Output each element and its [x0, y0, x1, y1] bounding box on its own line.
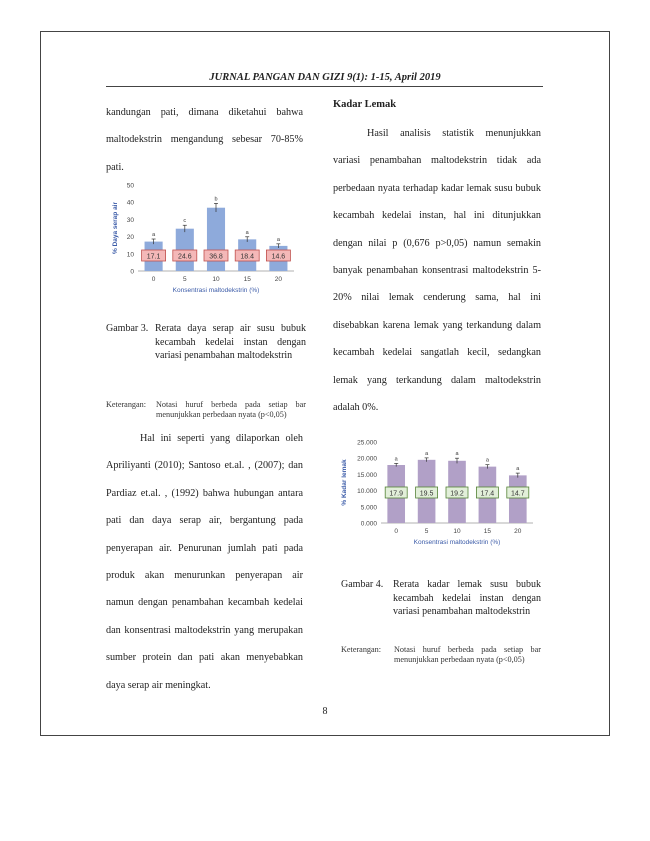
data-label: 14.7 — [510, 490, 525, 498]
figure-4-note-text: Notasi huruf berbeda pada setiap bar menunjukkan perbedaan nyata (p<0,05) — [394, 645, 541, 664]
significance-letter: a — [276, 236, 280, 243]
y-tick-label: 0 — [130, 268, 134, 276]
data-label: 24.6 — [177, 253, 192, 261]
figure-3-caption-label: Gambar 3. — [106, 323, 149, 334]
section-heading-kadar-lemak: Kadar Lemak — [333, 99, 397, 110]
figure-4-caption-text: Rerata kadar lemak susu bubuk kecambah kedelai instan dengan variasi penambahan maltodekstrin — [393, 579, 541, 617]
y-tick-label: 10.000 — [357, 488, 377, 496]
data-label: 18.4 — [240, 253, 255, 261]
y-tick-label: 10 — [126, 251, 134, 259]
y-tick-label: 40 — [126, 199, 134, 207]
data-label: 17.4 — [480, 490, 495, 498]
right-column — [333, 99, 541, 421]
x-tick-label: 10 — [212, 276, 220, 283]
figure-3-caption-text: Rerata daya serap air susu bubuk kecambah kedelai instan dengan variasi penambahan maltodekstrin — [155, 323, 306, 361]
bar — [207, 208, 225, 271]
page-number: 8 — [322, 706, 328, 717]
figure-3-note-label: Keterangan: — [106, 400, 147, 409]
y-tick-label: 30 — [126, 216, 134, 224]
y-tick-label: 20.000 — [357, 455, 377, 463]
significance-letter: a — [455, 451, 459, 458]
x-tick-label: 15 — [483, 528, 492, 535]
x-tick-label: 5 — [424, 528, 429, 535]
y-tick-label: 25.000 — [357, 439, 377, 447]
y-axis-label: % Daya serap air — [112, 201, 119, 255]
significance-letter: c — [183, 218, 187, 225]
journal-header: JURNAL PANGAN DAN GIZI 9(1): 1-15, April 2019 — [209, 72, 441, 83]
y-tick-label: 5.000 — [360, 504, 377, 512]
figure-4-caption-label: Gambar 4. — [341, 579, 384, 590]
x-tick-label: 20 — [274, 276, 283, 283]
figure-3-note-text: Notasi huruf berbeda pada setiap bar menunjukkan perbedaan nyata (p<0,05) — [156, 400, 306, 419]
y-axis-label: % Kadar lemak — [341, 459, 348, 506]
left-column — [106, 99, 303, 181]
left-paragraph-1: kandungan pati, dimana diketahui bahwa maltodekstrin mengandung sebesar 70-85% pati. — [106, 107, 303, 173]
x-tick-label: 10 — [453, 528, 461, 535]
significance-letter: a — [245, 229, 249, 236]
data-label: 17.9 — [389, 490, 404, 498]
x-axis-label: Konsentrasi maltodekstrin (%) — [172, 287, 260, 294]
bar — [509, 475, 527, 523]
header-rule — [106, 86, 543, 87]
x-tick-label: 0 — [394, 528, 399, 535]
x-tick-label: 15 — [243, 276, 251, 283]
data-label: 36.8 — [209, 253, 223, 261]
significance-letter: a — [394, 456, 398, 463]
y-tick-label: 50 — [126, 182, 134, 190]
data-label: 14.6 — [271, 253, 286, 261]
x-tick-label: 0 — [151, 276, 156, 283]
significance-letter: a — [425, 450, 429, 457]
left-paragraph-2: Hal ini seperti yang dilaporkan oleh Apriliyanti (2010); Santoso et.al. , (2007); dan Pardiaz et.al. , (1992) bahwa hubungan antara pati dan daya serap air, bergantung pada penyerapan air. Penurunan jumlah pati pada produk akan menurunkan penyerapan air namun dengan penambahan kecambah kedelai dan konsentrasi maltodekstrin yang merupakan sumber protein dan pati akan menyebabkan daya serap air meningkat. — [106, 433, 303, 691]
figure-4-chart — [337, 437, 543, 558]
x-tick-label: 5 — [182, 276, 187, 283]
x-axis-label: Konsentrasi maltodekstrin (%) — [413, 539, 501, 546]
y-tick-label: 15.000 — [357, 471, 377, 479]
data-label: 19.5 — [419, 490, 434, 498]
significance-letter: b — [214, 196, 218, 203]
x-tick-label: 20 — [514, 528, 522, 535]
data-label: 17.1 — [146, 253, 161, 261]
left-column-lower — [106, 425, 303, 699]
figure-4-note-label: Keterangan: — [341, 645, 382, 654]
figure-3-caption — [106, 322, 306, 378]
significance-letter: a — [485, 457, 489, 464]
figure-4-note — [341, 645, 541, 677]
data-label: 19.2 — [450, 490, 464, 498]
significance-letter: a — [152, 232, 156, 239]
significance-letter: a — [516, 466, 520, 473]
right-paragraph-1: Hasil analisis statistik menunjukkan variasi penambahan maltodekstrin tidak ada perbedaan nyata terhadap kadar lemak susu bubuk kecambah kedelai instan, hal ini ditunjukkan dengan nilai p (0,676 p>0,05) namun semakin banyak penambahan konsentrasi maltodekstrin 5-20% nilai lemak cenderung sama, hal ini disebabkan karena lemak yang terkandung dalam kecambah kedelai sangatlah kecil, sedangkan lemak yang terkandung dalam maltodekstrin adalah 0%. — [333, 128, 541, 414]
y-tick-label: 20 — [126, 234, 134, 242]
y-tick-label: 0.000 — [360, 520, 377, 528]
figure-4-caption — [341, 578, 541, 634]
figure-3-chart — [108, 177, 306, 304]
figure-3-note — [106, 400, 306, 422]
